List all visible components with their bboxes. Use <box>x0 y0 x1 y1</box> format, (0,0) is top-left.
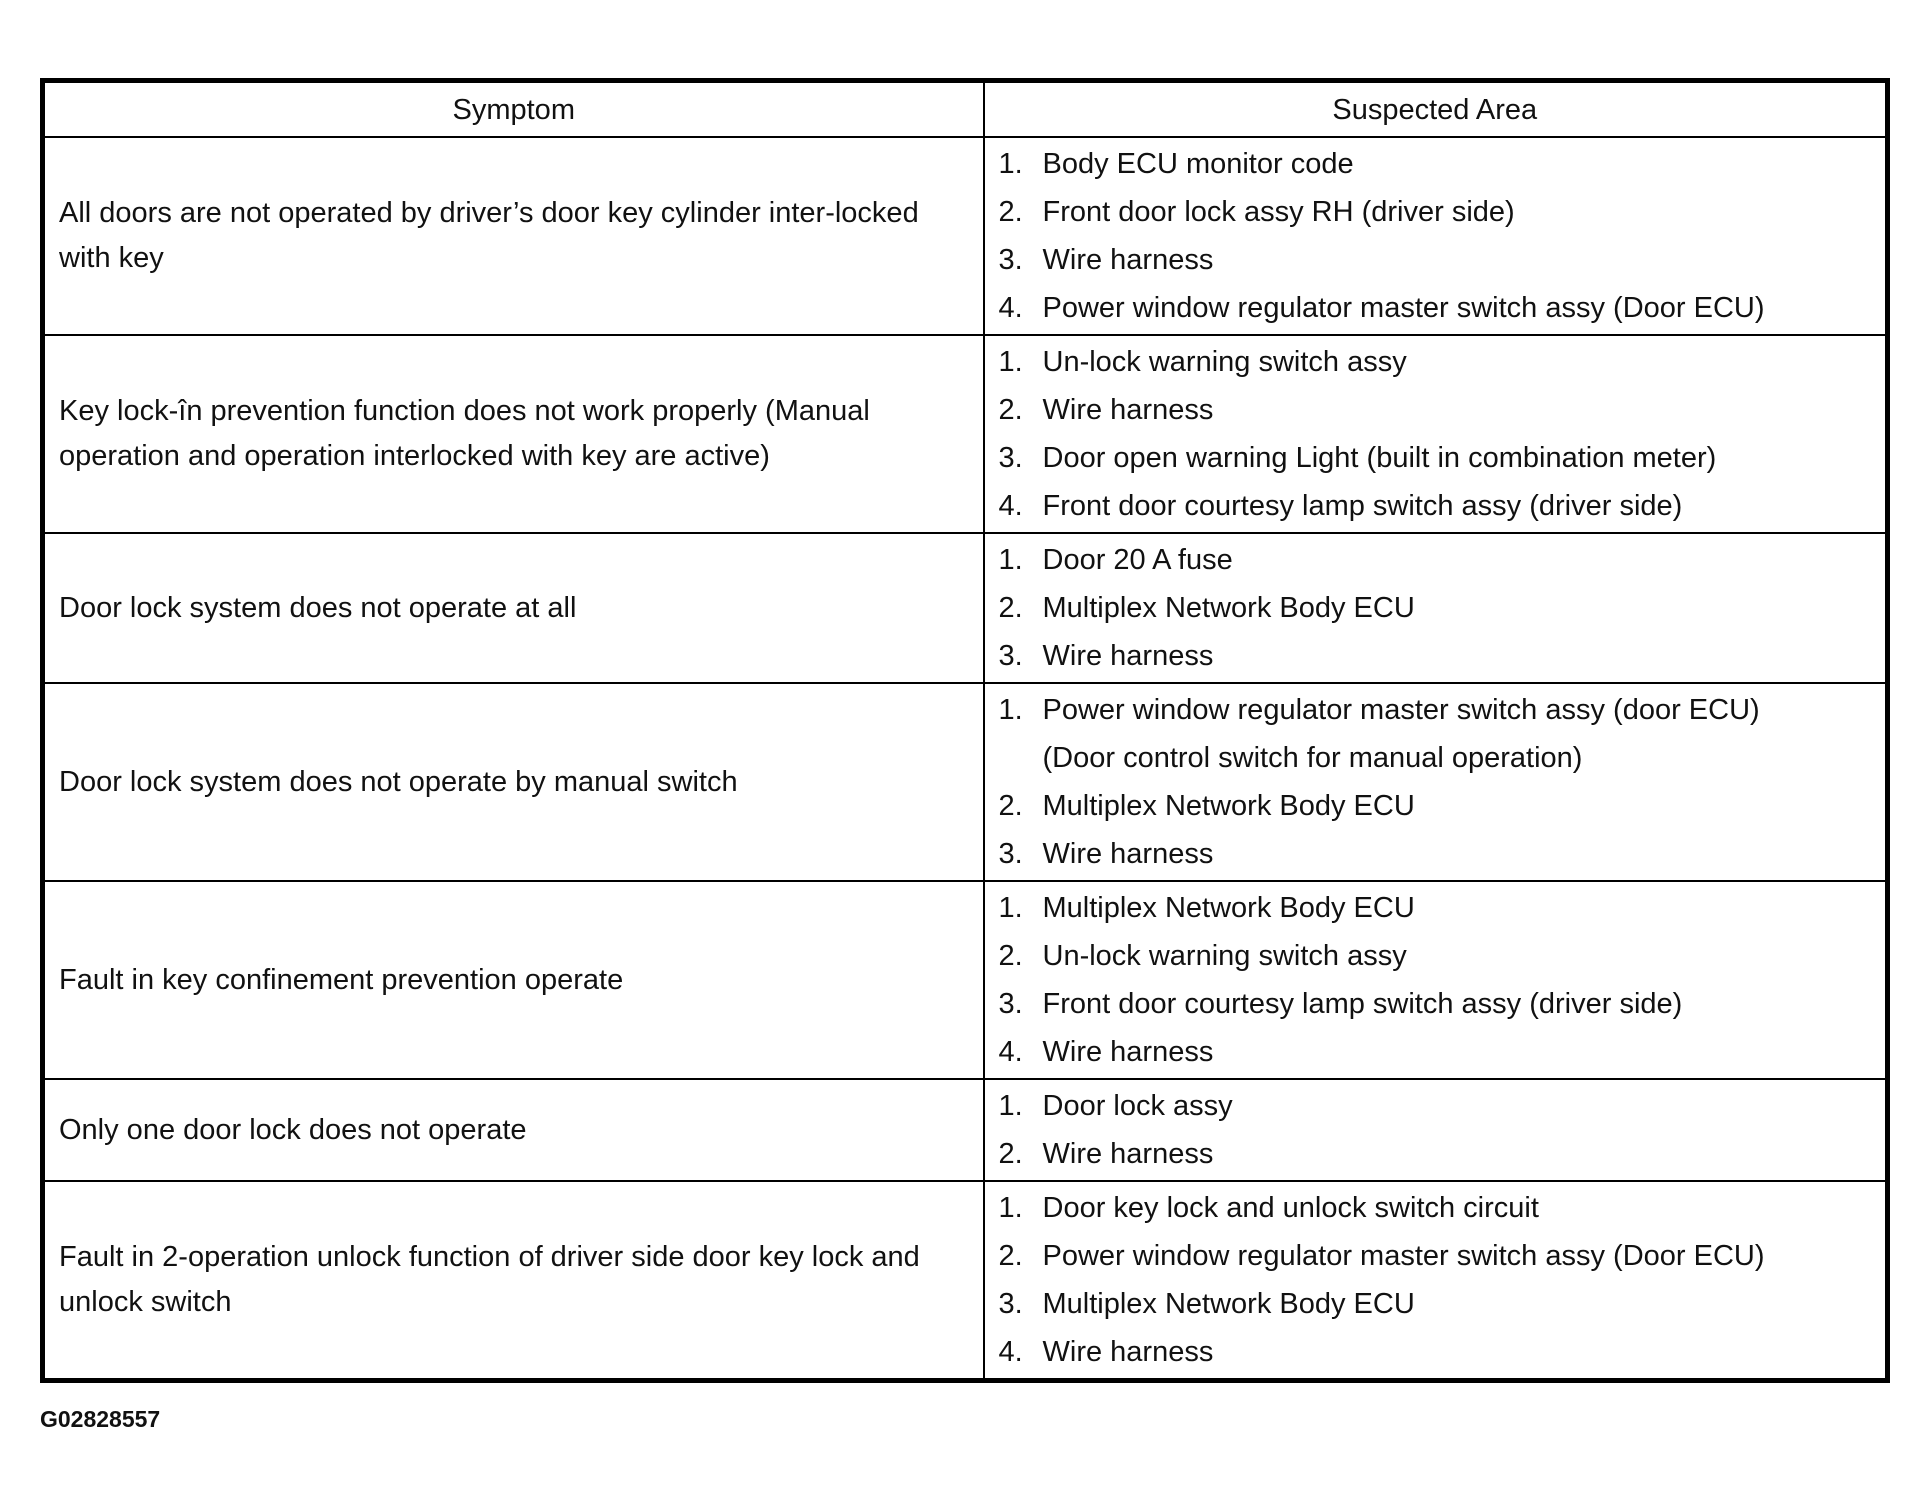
item-text-wrap <box>1043 1328 1886 1376</box>
list-item <box>999 1130 1886 1178</box>
list-item <box>999 584 1886 632</box>
table-row <box>43 137 1888 335</box>
list-item <box>999 830 1886 878</box>
item-text-wrap <box>1043 386 1886 434</box>
table-row <box>43 335 1888 533</box>
list-item <box>999 482 1886 530</box>
item-text: Door open warning Light (built in combination meter) <box>1042 442 1717 474</box>
list-item <box>999 1082 1886 1130</box>
item-text: Multiplex Network Body ECU <box>1042 790 1415 822</box>
list-item <box>999 284 1886 332</box>
suspected-area-list <box>999 536 1886 680</box>
symptom-cell: Door lock system does not operate at all <box>43 533 984 683</box>
item-number: 2. <box>998 196 1023 228</box>
table-row <box>43 1079 1888 1181</box>
suspected-area-list <box>999 140 1886 332</box>
item-number: 1. <box>998 694 1023 726</box>
list-item <box>999 1184 1886 1232</box>
item-text-wrap <box>1043 1232 1886 1280</box>
suspected-area-cell <box>984 1079 1888 1181</box>
symptom-cell: Key lock-în prevention function does not work properly (Manual operation and operation interlocked with key are active) <box>43 335 984 533</box>
item-text: Wire harness <box>1042 640 1214 672</box>
item-text-wrap <box>1043 830 1886 878</box>
item-text: Power window regulator master switch assy (Door ECU) <box>1042 1240 1765 1272</box>
item-number: 3. <box>998 442 1023 474</box>
list-item <box>999 1328 1886 1376</box>
item-text: Wire harness <box>1042 244 1214 276</box>
item-number: 4. <box>998 1036 1023 1068</box>
item-text-wrap <box>1043 236 1886 284</box>
item-text: Un-lock warning switch assy <box>1042 940 1407 972</box>
suspected-area-cell <box>984 533 1888 683</box>
table-row <box>43 683 1888 881</box>
item-text: Power window regulator master switch assy (Door ECU) <box>1042 292 1765 324</box>
header-row <box>43 81 1888 138</box>
item-text: Door key lock and unlock switch circuit <box>1042 1192 1539 1224</box>
item-number: 3. <box>998 640 1023 672</box>
list-item <box>999 686 1886 782</box>
list-item <box>999 1232 1886 1280</box>
list-item <box>999 1028 1886 1076</box>
symptom-cell: Only one door lock does not operate <box>43 1079 984 1181</box>
table-row <box>43 533 1888 683</box>
suspected-area-list <box>999 686 1886 878</box>
item-text: Wire harness <box>1042 1036 1214 1068</box>
list-item <box>999 884 1886 932</box>
table-row <box>43 1181 1888 1381</box>
item-text-wrap <box>1043 932 1886 980</box>
header-suspected-area: Suspected Area <box>984 81 1888 138</box>
item-text: Power window regulator master switch assy (door ECU) <box>1042 694 1760 726</box>
item-number: 4. <box>998 292 1023 324</box>
list-item <box>999 932 1886 980</box>
item-text-wrap <box>1043 686 1886 782</box>
item-text: Door lock assy <box>1042 1090 1233 1122</box>
list-item <box>999 632 1886 680</box>
list-item <box>999 434 1886 482</box>
item-text: Wire harness <box>1042 1138 1214 1170</box>
list-item <box>999 386 1886 434</box>
item-text-continuation: (Door control switch for manual operation) <box>1042 742 1583 774</box>
item-text-wrap <box>1043 1130 1886 1178</box>
item-text: Wire harness <box>1042 394 1214 426</box>
symptom-cell: Fault in 2-operation unlock function of driver side door key lock and unlock switch <box>43 1181 984 1381</box>
item-number: 1. <box>998 1090 1023 1122</box>
item-text-wrap <box>1043 1082 1886 1130</box>
item-text-wrap <box>1043 338 1886 386</box>
item-text: Front door courtesy lamp switch assy (driver side) <box>1042 490 1683 522</box>
item-text: Front door lock assy RH (driver side) <box>1042 196 1515 228</box>
list-item <box>999 782 1886 830</box>
suspected-area-list <box>999 338 1886 530</box>
item-number: 2. <box>998 790 1023 822</box>
item-text-wrap <box>1043 140 1886 188</box>
item-text-wrap <box>1043 980 1886 1028</box>
item-number: 2. <box>998 1240 1023 1272</box>
figure-id: G02828557 <box>40 1406 161 1432</box>
item-number: 3. <box>998 1288 1023 1320</box>
item-text: Front door courtesy lamp switch assy (driver side) <box>1042 988 1683 1020</box>
item-text-wrap <box>1043 434 1886 482</box>
symptom-cell: Door lock system does not operate by manual switch <box>43 683 984 881</box>
suspected-area-list <box>999 884 1886 1076</box>
list-item <box>999 536 1886 584</box>
item-text-wrap <box>1043 884 1886 932</box>
item-number: 1. <box>998 544 1023 576</box>
item-number: 3. <box>998 244 1023 276</box>
suspected-area-cell <box>984 137 1888 335</box>
item-number: 2. <box>998 940 1023 972</box>
item-text: Wire harness <box>1042 838 1214 870</box>
item-number: 1. <box>998 148 1023 180</box>
table-row <box>43 881 1888 1079</box>
list-item <box>999 140 1886 188</box>
list-item <box>999 980 1886 1028</box>
item-text-wrap <box>1043 536 1886 584</box>
item-number: 2. <box>998 1138 1023 1170</box>
suspected-area-cell <box>984 1181 1888 1381</box>
suspected-area-cell <box>984 335 1888 533</box>
symptom-cell: All doors are not operated by driver’s door key cylinder inter-locked with key <box>43 137 984 335</box>
item-number: 3. <box>998 988 1023 1020</box>
suspected-area-list <box>999 1184 1886 1376</box>
suspected-area-cell <box>984 683 1888 881</box>
item-text-wrap <box>1043 482 1886 530</box>
item-number: 2. <box>998 394 1023 426</box>
item-number: 1. <box>998 346 1023 378</box>
header-symptom: Symptom <box>43 81 984 138</box>
item-text-wrap <box>1043 188 1886 236</box>
item-text: Multiplex Network Body ECU <box>1042 1288 1415 1320</box>
item-text-wrap <box>1043 284 1886 332</box>
suspected-area-list <box>999 1082 1886 1178</box>
list-item <box>999 338 1886 386</box>
item-number: 4. <box>998 1336 1023 1368</box>
item-text: Door 20 A fuse <box>1042 544 1233 576</box>
list-item <box>999 1280 1886 1328</box>
item-text-wrap <box>1043 584 1886 632</box>
item-text-wrap <box>1043 1184 1886 1232</box>
symptom-cell: Fault in key confinement prevention operate <box>43 881 984 1079</box>
item-number: 4. <box>998 490 1023 522</box>
item-text: Multiplex Network Body ECU <box>1042 892 1415 924</box>
item-text: Multiplex Network Body ECU <box>1042 592 1415 624</box>
item-text-wrap <box>1043 782 1886 830</box>
item-text-wrap <box>1043 1280 1886 1328</box>
item-text: Body ECU monitor code <box>1042 148 1354 180</box>
item-text-wrap <box>1043 632 1886 680</box>
list-item <box>999 236 1886 284</box>
list-item <box>999 188 1886 236</box>
item-number: 3. <box>998 838 1023 870</box>
item-number: 1. <box>998 1192 1023 1224</box>
item-text: Wire harness <box>1042 1336 1214 1368</box>
item-number: 1. <box>998 892 1023 924</box>
symptom-table <box>40 78 1890 1383</box>
suspected-area-cell <box>984 881 1888 1079</box>
item-number: 2. <box>998 592 1023 624</box>
item-text: Un-lock warning switch assy <box>1042 346 1407 378</box>
item-text-wrap <box>1043 1028 1886 1076</box>
